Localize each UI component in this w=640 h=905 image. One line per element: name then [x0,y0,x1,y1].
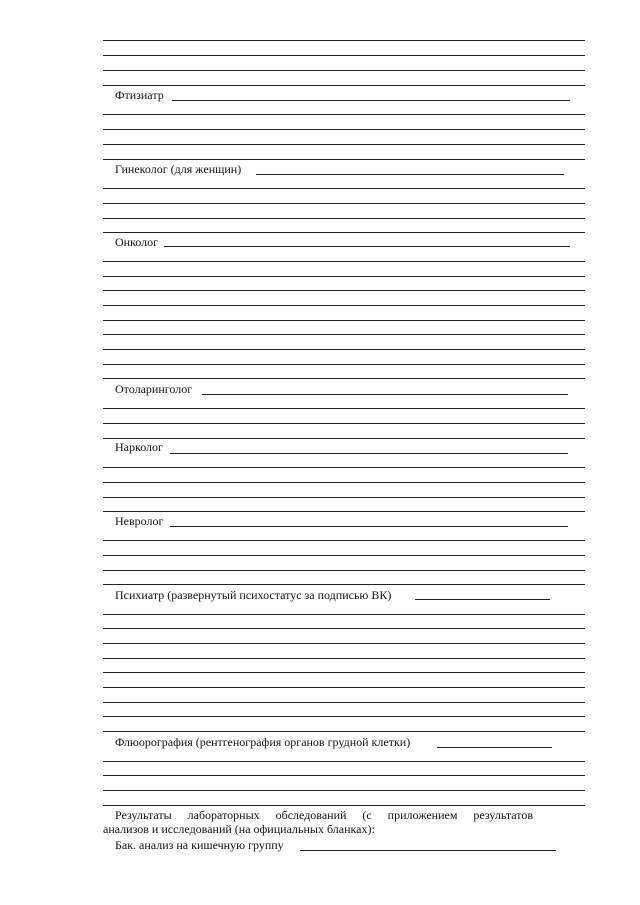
form-line [103,40,585,41]
form-line [103,497,585,498]
form-line [103,378,585,379]
fill-line [415,599,550,600]
form-line [103,85,585,86]
form-line [103,203,585,204]
form-line [103,790,585,791]
section-label-phthisiatrician: Фтизиатр [115,88,167,102]
form-line [103,511,585,512]
lab-results-paragraph [103,808,533,836]
form-line [103,290,585,291]
form-line [103,276,585,277]
fill-line [437,747,552,748]
form-line [103,55,585,56]
section-label-otolaryngologist: Отоларинголог [115,382,195,396]
form-line [103,70,585,71]
form-line [103,349,585,350]
form-line [103,805,585,806]
form-line [103,702,585,703]
form-line [103,423,585,424]
lab-results-line-2: анализов и исследований (на официальных бланках): [103,822,375,836]
form-line [103,570,585,571]
lab-results-line-1: Результаты лабораторных обследований (с приложением результатов [115,808,533,822]
form-line [103,628,585,629]
bacteriology-label: Бак. анализ на кишечную группу [115,838,284,852]
form-line [103,159,585,160]
form-line [103,188,585,189]
form-line [103,672,585,673]
section-label-neurologist: Невролог [115,514,166,528]
section-label-gynecologist: Гинеколог (для женщин) [115,162,244,176]
form-line [103,658,585,659]
form-line [103,467,585,468]
fill-line [202,394,568,395]
form-line [103,775,585,776]
form-line [103,584,585,585]
form-line [103,144,585,145]
form-line [103,555,585,556]
form-line [103,731,585,732]
form-line [103,114,585,115]
form-line [103,540,585,541]
form-line [103,261,585,262]
fill-line [172,100,570,101]
form-line [103,716,585,717]
form-line [103,643,585,644]
fill-line [256,174,564,175]
form-line [103,320,585,321]
form-line [103,687,585,688]
form-line [103,364,585,365]
form-line [103,129,585,130]
form-line [103,408,585,409]
form-line [103,614,585,615]
form-line [103,761,585,762]
form-line [103,232,585,233]
form-line [103,438,585,439]
section-label-narcologist: Нарколог [115,440,166,454]
section-label-oncologist: Онколог [115,235,161,249]
section-label-fluorography: Флюорография (рентгенография органов грудной клетки) [115,735,413,749]
fill-line [300,850,556,851]
form-line [103,305,585,306]
section-label-psychiatrist: Психиатр (развернутый психостатус за подписью ВК) [115,588,394,602]
form-line [103,334,585,335]
form-line [103,482,585,483]
fill-line [170,526,568,527]
fill-line [170,453,568,454]
fill-line [164,246,570,247]
form-line [103,218,585,219]
